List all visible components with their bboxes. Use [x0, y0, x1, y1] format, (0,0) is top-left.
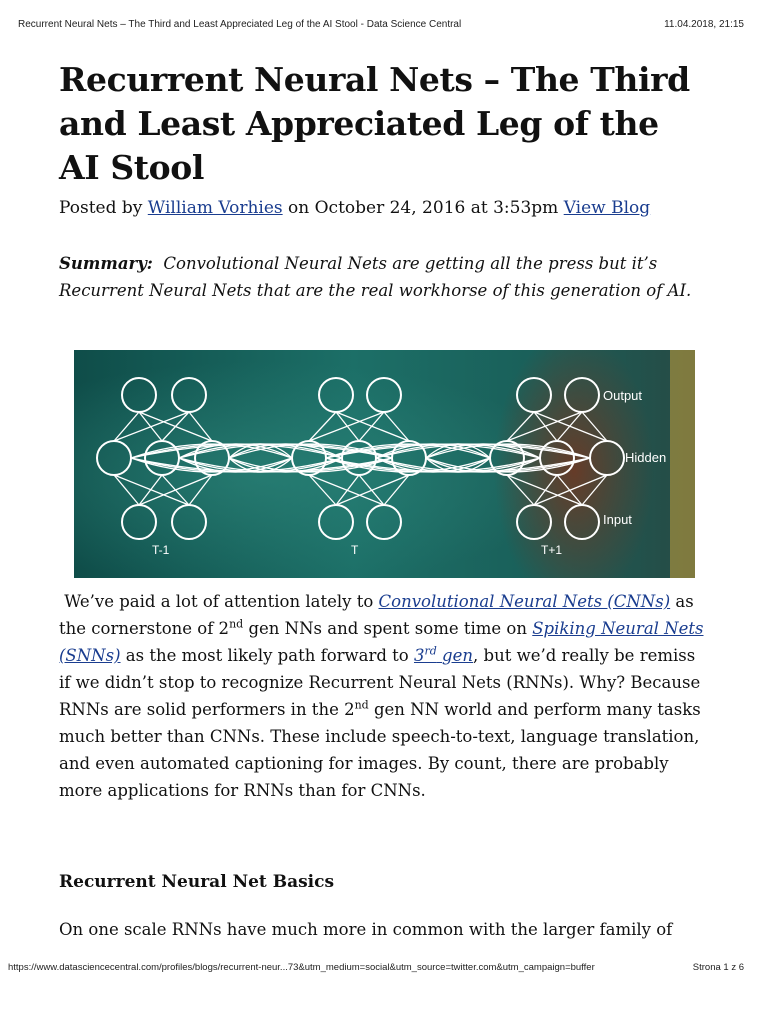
- side-panel: [670, 350, 695, 578]
- cnn-link[interactable]: Convolutional Neural Nets (CNNs): [378, 592, 671, 611]
- summary-text: Convolutional Neural Nets are getting all the press but it’s Recurrent Neural Nets that are the real workhorse of this generation of AI.: [59, 254, 692, 300]
- header-page-title: Recurrent Neural Nets – The Third and Least Appreciated Leg of the AI Stool - Data Science Central: [18, 19, 462, 30]
- basics-paragraph: On one scale RNNs have much more in common with the larger family of: [59, 920, 673, 939]
- third-gen-link[interactable]: [414, 646, 473, 665]
- post-date: on October 24, 2016 at 3:53pm: [288, 198, 559, 218]
- print-footer: [0, 958, 768, 978]
- summary: [59, 250, 709, 304]
- superscript-nd: nd: [229, 617, 244, 631]
- rnn-diagram-image: [74, 350, 695, 578]
- intro-paragraph: [59, 588, 709, 804]
- para1-part1: We’ve paid a lot of attention lately to: [64, 592, 374, 611]
- print-header: [0, 0, 768, 34]
- third-gen-number: 3: [413, 646, 425, 665]
- article-title: Recurrent Neural Nets – The Third and Least Appreciated Leg of the AI Stool: [59, 60, 690, 187]
- snn-link[interactable]: Spiking Neural Nets (SNNs): [59, 619, 704, 665]
- third-gen-word: gen: [442, 646, 474, 665]
- byline-prefix: Posted by: [59, 198, 143, 218]
- para1-part2: as the cornerstone of 2: [59, 592, 694, 638]
- label-input: Input: [603, 512, 632, 527]
- para1-part4: as the most likely path forward to: [125, 646, 409, 665]
- label-time-now: T: [351, 543, 359, 557]
- label-output: Output: [603, 388, 643, 403]
- section-heading: Recurrent Neural Net Basics: [59, 872, 335, 892]
- para1-part6: gen NN world and perform many tasks much better than CNNs. These include speech-to-text, language translation, and even automated captioning for images. By count, there are probably more applications for RNNs than for CNNs.: [59, 700, 701, 800]
- label-time-prev: T-1: [152, 543, 170, 557]
- view-blog-link[interactable]: View Blog: [563, 198, 651, 218]
- third-gen-sup: rd: [424, 644, 437, 658]
- footer-page-number: Strona 1 z 6: [692, 962, 744, 973]
- byline: [59, 196, 650, 220]
- para1-part3: gen NNs and spent some time on: [248, 619, 527, 638]
- footer-url: https://www.datasciencecentral.com/profiles/blogs/recurrent-neur...73&utm_medium=social&utm_source=twitter.com&utm_campaign=buffer: [8, 962, 595, 973]
- label-time-next: T+1: [541, 543, 563, 557]
- header-datetime: 11.04.2018, 21:15: [664, 19, 744, 30]
- summary-label: Summary:: [59, 254, 153, 273]
- author-link[interactable]: William Vorhies: [147, 198, 283, 218]
- label-hidden: Hidden: [625, 450, 667, 465]
- superscript-nd-2: nd: [354, 698, 369, 712]
- para1-part5: , but we’d really be remiss if we didn’t stop to recognize Recurrent Neural Nets (RNNs). Why? Because RNNs are solid performers in the 2: [59, 646, 701, 719]
